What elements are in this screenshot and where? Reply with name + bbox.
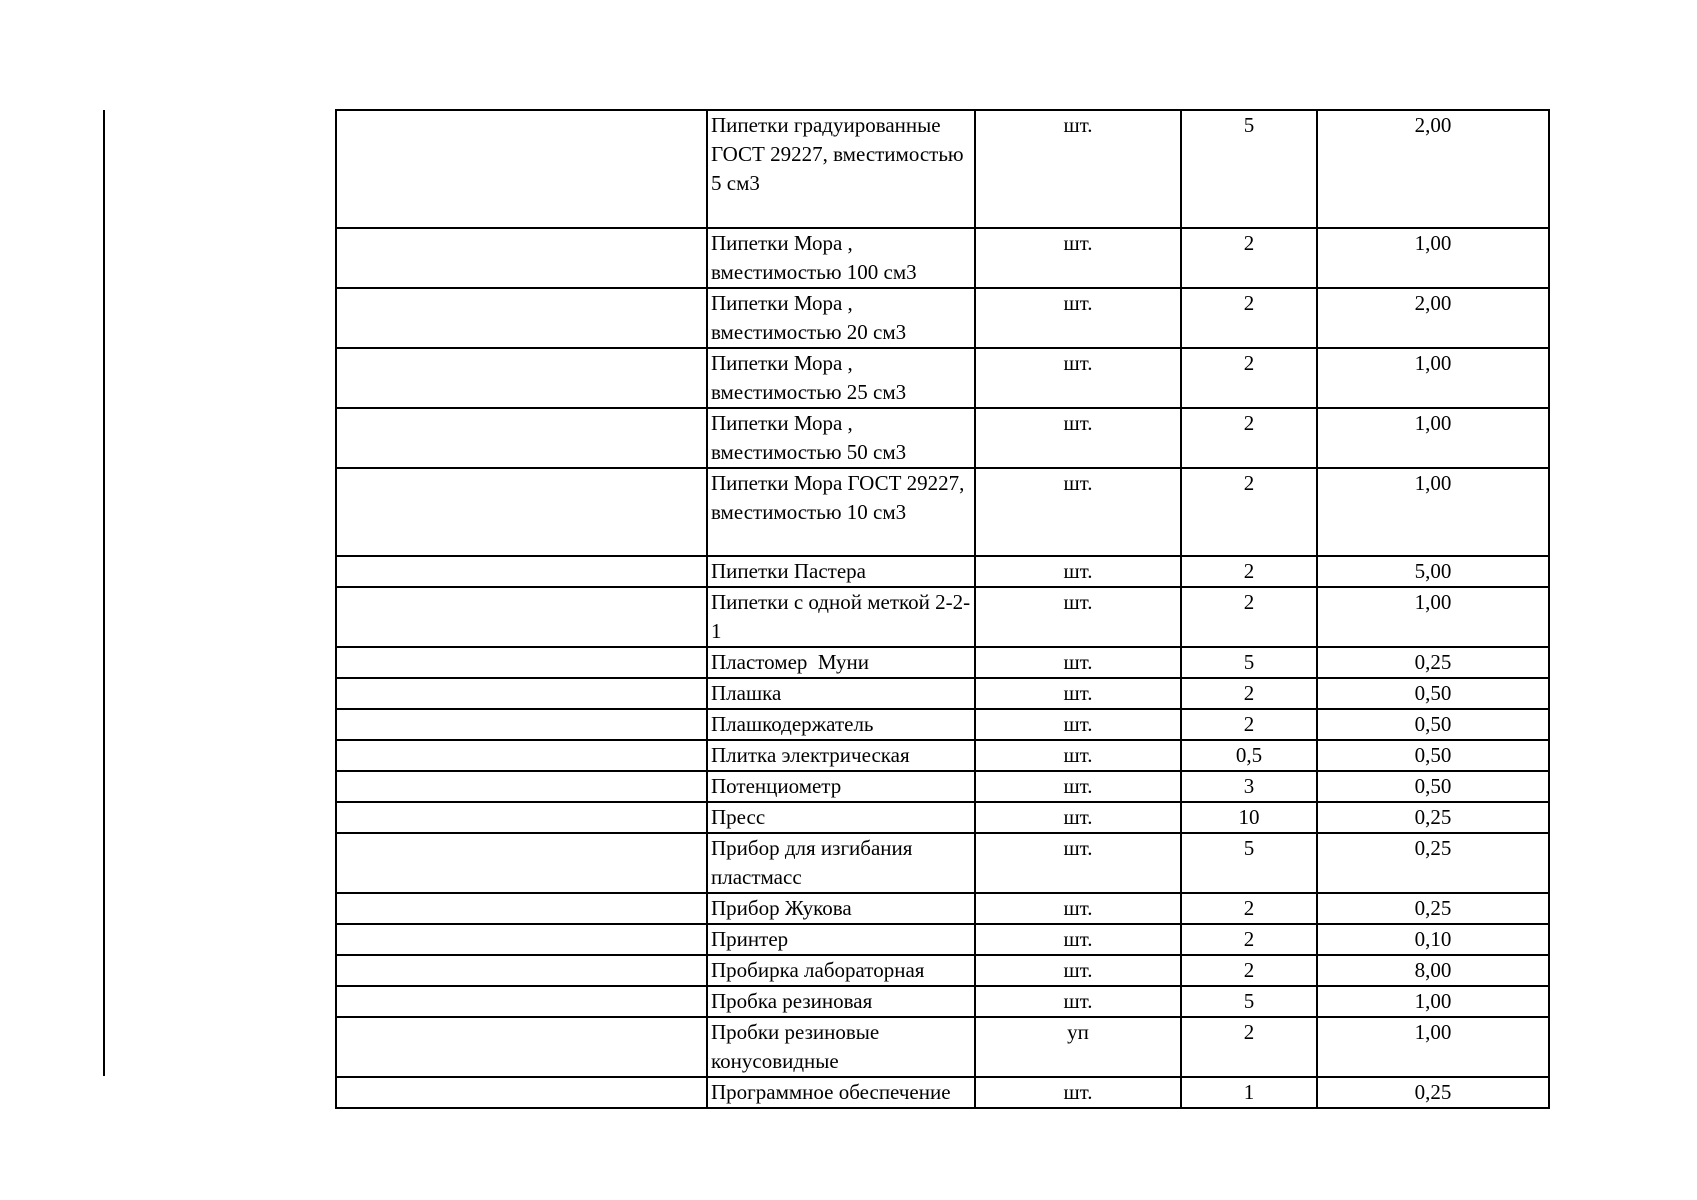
quantity-cell: 2 <box>1181 709 1317 740</box>
quantity-cell: 5 <box>1181 647 1317 678</box>
item-name-cell: Плашкодержатель <box>707 709 975 740</box>
norm-cell: 0,25 <box>1317 647 1549 678</box>
quantity-cell: 3 <box>1181 771 1317 802</box>
empty-cell <box>336 556 707 587</box>
quantity-cell: 2 <box>1181 408 1317 468</box>
table-row <box>336 893 1549 924</box>
table-row <box>336 771 1549 802</box>
table-row <box>336 678 1549 709</box>
norm-cell: 1,00 <box>1317 587 1549 647</box>
unit-cell: шт. <box>975 955 1181 986</box>
table-row <box>336 1017 1549 1077</box>
quantity-cell: 2 <box>1181 468 1317 556</box>
empty-cell <box>336 348 707 408</box>
empty-cell <box>336 802 707 833</box>
empty-cell <box>336 771 707 802</box>
unit-cell: шт. <box>975 556 1181 587</box>
norm-cell: 1,00 <box>1317 348 1549 408</box>
norm-cell: 0,50 <box>1317 709 1549 740</box>
unit-cell: шт. <box>975 740 1181 771</box>
empty-cell <box>336 408 707 468</box>
table-row <box>336 110 1549 228</box>
norm-cell: 0,10 <box>1317 924 1549 955</box>
item-name-cell: Пипетки Мора ГОСТ 29227, вместимостью 10 см3 <box>707 468 975 556</box>
table-row <box>336 709 1549 740</box>
item-name-cell: Пробки резиновые конусовидные <box>707 1017 975 1077</box>
empty-cell <box>336 893 707 924</box>
unit-cell: шт. <box>975 771 1181 802</box>
unit-cell: шт. <box>975 408 1181 468</box>
item-name-cell: Прибор Жукова <box>707 893 975 924</box>
quantity-cell: 5 <box>1181 833 1317 893</box>
quantity-cell: 2 <box>1181 678 1317 709</box>
empty-cell <box>336 587 707 647</box>
table-row <box>336 833 1549 893</box>
table-body <box>336 110 1549 1108</box>
equipment-table <box>335 109 1550 1109</box>
table-row <box>336 587 1549 647</box>
table-row <box>336 924 1549 955</box>
quantity-cell: 2 <box>1181 228 1317 288</box>
item-name-cell: Прибор для изгибания пластмасс <box>707 833 975 893</box>
unit-cell: шт. <box>975 833 1181 893</box>
empty-cell <box>336 986 707 1017</box>
unit-cell: шт. <box>975 348 1181 408</box>
norm-cell: 0,25 <box>1317 833 1549 893</box>
table-row <box>336 955 1549 986</box>
norm-cell: 2,00 <box>1317 288 1549 348</box>
empty-cell <box>336 647 707 678</box>
norm-cell: 1,00 <box>1317 228 1549 288</box>
item-name-cell: Пробка резиновая <box>707 986 975 1017</box>
table-row <box>336 556 1549 587</box>
quantity-cell: 5 <box>1181 110 1317 228</box>
norm-cell: 0,50 <box>1317 678 1549 709</box>
norm-cell: 1,00 <box>1317 986 1549 1017</box>
empty-cell <box>336 288 707 348</box>
table-row <box>336 986 1549 1017</box>
norm-cell: 0,25 <box>1317 1077 1549 1108</box>
unit-cell: шт. <box>975 647 1181 678</box>
empty-cell <box>336 228 707 288</box>
item-name-cell: Пластомер Муни <box>707 647 975 678</box>
norm-cell: 1,00 <box>1317 1017 1549 1077</box>
item-name-cell: Пробирка лабораторная <box>707 955 975 986</box>
empty-cell <box>336 678 707 709</box>
unit-cell: шт. <box>975 924 1181 955</box>
table-row <box>336 740 1549 771</box>
norm-cell: 0,50 <box>1317 771 1549 802</box>
norm-cell: 0,25 <box>1317 893 1549 924</box>
unit-cell: шт. <box>975 893 1181 924</box>
empty-cell <box>336 709 707 740</box>
norm-cell: 5,00 <box>1317 556 1549 587</box>
quantity-cell: 2 <box>1181 955 1317 986</box>
empty-cell <box>336 110 707 228</box>
unit-cell: шт. <box>975 802 1181 833</box>
unit-cell: шт. <box>975 709 1181 740</box>
item-name-cell: Пипетки Мора , вместимостью 20 см3 <box>707 288 975 348</box>
empty-cell <box>336 1017 707 1077</box>
unit-cell: шт. <box>975 986 1181 1017</box>
table-row <box>336 468 1549 556</box>
empty-cell <box>336 924 707 955</box>
unit-cell: шт. <box>975 228 1181 288</box>
unit-cell: шт. <box>975 587 1181 647</box>
empty-cell <box>336 955 707 986</box>
table-row <box>336 288 1549 348</box>
quantity-cell: 0,5 <box>1181 740 1317 771</box>
quantity-cell: 10 <box>1181 802 1317 833</box>
quantity-cell: 1 <box>1181 1077 1317 1108</box>
norm-cell: 8,00 <box>1317 955 1549 986</box>
item-name-cell: Потенциометр <box>707 771 975 802</box>
item-name-cell: Принтер <box>707 924 975 955</box>
table-row <box>336 348 1549 408</box>
item-name-cell: Пипетки Мора , вместимостью 100 см3 <box>707 228 975 288</box>
item-name-cell: Пипетки с одной меткой 2-2-1 <box>707 587 975 647</box>
unit-cell: шт. <box>975 110 1181 228</box>
table-row <box>336 802 1549 833</box>
quantity-cell: 2 <box>1181 556 1317 587</box>
unit-cell: шт. <box>975 1077 1181 1108</box>
unit-cell: шт. <box>975 678 1181 709</box>
item-name-cell: Пресс <box>707 802 975 833</box>
item-name-cell: Пипетки градуированные ГОСТ 29227, вместимостью 5 см3 <box>707 110 975 228</box>
norm-cell: 1,00 <box>1317 468 1549 556</box>
item-name-cell: Плитка электрическая <box>707 740 975 771</box>
norm-cell: 0,50 <box>1317 740 1549 771</box>
table-row <box>336 647 1549 678</box>
left-margin-rule <box>103 110 105 1076</box>
quantity-cell: 2 <box>1181 1017 1317 1077</box>
quantity-cell: 5 <box>1181 986 1317 1017</box>
norm-cell: 0,25 <box>1317 802 1549 833</box>
quantity-cell: 2 <box>1181 587 1317 647</box>
item-name-cell: Пипетки Пастера <box>707 556 975 587</box>
empty-cell <box>336 833 707 893</box>
item-name-cell: Программное обеспечение <box>707 1077 975 1108</box>
empty-cell <box>336 740 707 771</box>
unit-cell: шт. <box>975 288 1181 348</box>
table-row <box>336 1077 1549 1108</box>
empty-cell <box>336 1077 707 1108</box>
quantity-cell: 2 <box>1181 893 1317 924</box>
item-name-cell: Плашка <box>707 678 975 709</box>
quantity-cell: 2 <box>1181 924 1317 955</box>
item-name-cell: Пипетки Мора , вместимостью 25 см3 <box>707 348 975 408</box>
table-row <box>336 408 1549 468</box>
unit-cell: уп <box>975 1017 1181 1077</box>
quantity-cell: 2 <box>1181 288 1317 348</box>
item-name-cell: Пипетки Мора , вместимостью 50 см3 <box>707 408 975 468</box>
table-row <box>336 228 1549 288</box>
empty-cell <box>336 468 707 556</box>
norm-cell: 1,00 <box>1317 408 1549 468</box>
unit-cell: шт. <box>975 468 1181 556</box>
quantity-cell: 2 <box>1181 348 1317 408</box>
norm-cell: 2,00 <box>1317 110 1549 228</box>
